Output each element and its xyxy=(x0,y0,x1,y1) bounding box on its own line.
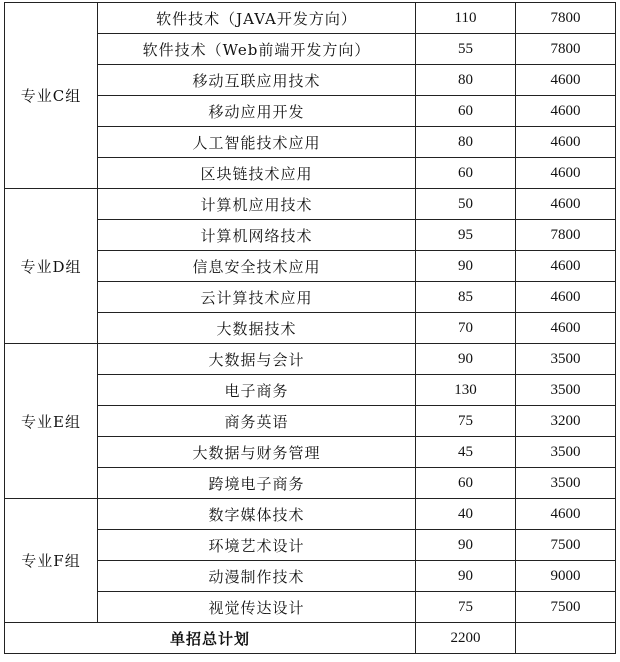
tuition-cell: 4600 xyxy=(516,96,616,127)
plan-count-cell: 60 xyxy=(416,96,516,127)
plan-count-cell: 80 xyxy=(416,127,516,158)
tuition-cell: 7500 xyxy=(516,592,616,623)
total-row xyxy=(5,623,616,654)
group-label: 专业F组 xyxy=(5,499,98,623)
plan-count-cell: 60 xyxy=(416,468,516,499)
major-cell: 信息安全技术应用 xyxy=(98,251,416,282)
plan-count-cell: 55 xyxy=(416,34,516,65)
plan-count-cell: 85 xyxy=(416,282,516,313)
plan-count-cell: 75 xyxy=(416,406,516,437)
major-cell: 软件技术（Web前端开发方向） xyxy=(98,34,416,65)
plan-count-cell: 130 xyxy=(416,375,516,406)
tuition-cell: 4600 xyxy=(516,313,616,344)
total-count: 2200 xyxy=(416,623,516,654)
tuition-cell: 4600 xyxy=(516,499,616,530)
tuition-cell: 4600 xyxy=(516,251,616,282)
group-label: 专业E组 xyxy=(5,344,98,499)
group-label: 专业D组 xyxy=(5,189,98,344)
major-cell: 动漫制作技术 xyxy=(98,561,416,592)
plan-count-cell: 40 xyxy=(416,499,516,530)
tuition-cell: 4600 xyxy=(516,127,616,158)
tuition-cell: 3500 xyxy=(516,375,616,406)
major-cell: 数字媒体技术 xyxy=(98,499,416,530)
major-cell: 计算机应用技术 xyxy=(98,189,416,220)
major-cell: 电子商务 xyxy=(98,375,416,406)
tuition-cell: 4600 xyxy=(516,282,616,313)
major-cell: 人工智能技术应用 xyxy=(98,127,416,158)
major-cell: 计算机网络技术 xyxy=(98,220,416,251)
total-fee xyxy=(516,623,616,654)
total-label: 单招总计划 xyxy=(5,623,416,654)
table-row xyxy=(5,499,616,530)
tuition-cell: 4600 xyxy=(516,189,616,220)
table-row xyxy=(5,344,616,375)
major-cell: 跨境电子商务 xyxy=(98,468,416,499)
tuition-cell: 4600 xyxy=(516,158,616,189)
plan-count-cell: 80 xyxy=(416,65,516,96)
tuition-cell: 9000 xyxy=(516,561,616,592)
major-cell: 移动互联应用技术 xyxy=(98,65,416,96)
major-cell: 软件技术（JAVA开发方向） xyxy=(98,3,416,34)
major-cell: 区块链技术应用 xyxy=(98,158,416,189)
plan-count-cell: 50 xyxy=(416,189,516,220)
major-cell: 大数据与会计 xyxy=(98,344,416,375)
major-cell: 视觉传达设计 xyxy=(98,592,416,623)
plan-count-cell: 70 xyxy=(416,313,516,344)
table-row xyxy=(5,189,616,220)
tuition-cell: 7800 xyxy=(516,3,616,34)
major-cell: 移动应用开发 xyxy=(98,96,416,127)
tuition-cell: 3500 xyxy=(516,468,616,499)
enrollment-plan-table xyxy=(4,2,616,654)
plan-count-cell: 75 xyxy=(416,592,516,623)
major-cell: 大数据与财务管理 xyxy=(98,437,416,468)
plan-count-cell: 45 xyxy=(416,437,516,468)
plan-count-cell: 90 xyxy=(416,251,516,282)
plan-count-cell: 90 xyxy=(416,344,516,375)
tuition-cell: 4600 xyxy=(516,65,616,96)
plan-count-cell: 90 xyxy=(416,561,516,592)
table-body xyxy=(5,3,616,654)
table-row xyxy=(5,3,616,34)
plan-count-cell: 60 xyxy=(416,158,516,189)
tuition-cell: 7800 xyxy=(516,34,616,65)
plan-count-cell: 110 xyxy=(416,3,516,34)
group-label: 专业C组 xyxy=(5,3,98,189)
major-cell: 大数据技术 xyxy=(98,313,416,344)
major-cell: 云计算技术应用 xyxy=(98,282,416,313)
tuition-cell: 3200 xyxy=(516,406,616,437)
tuition-cell: 7500 xyxy=(516,530,616,561)
tuition-cell: 3500 xyxy=(516,437,616,468)
tuition-cell: 3500 xyxy=(516,344,616,375)
plan-count-cell: 90 xyxy=(416,530,516,561)
major-cell: 环境艺术设计 xyxy=(98,530,416,561)
major-cell: 商务英语 xyxy=(98,406,416,437)
tuition-cell: 7800 xyxy=(516,220,616,251)
plan-count-cell: 95 xyxy=(416,220,516,251)
